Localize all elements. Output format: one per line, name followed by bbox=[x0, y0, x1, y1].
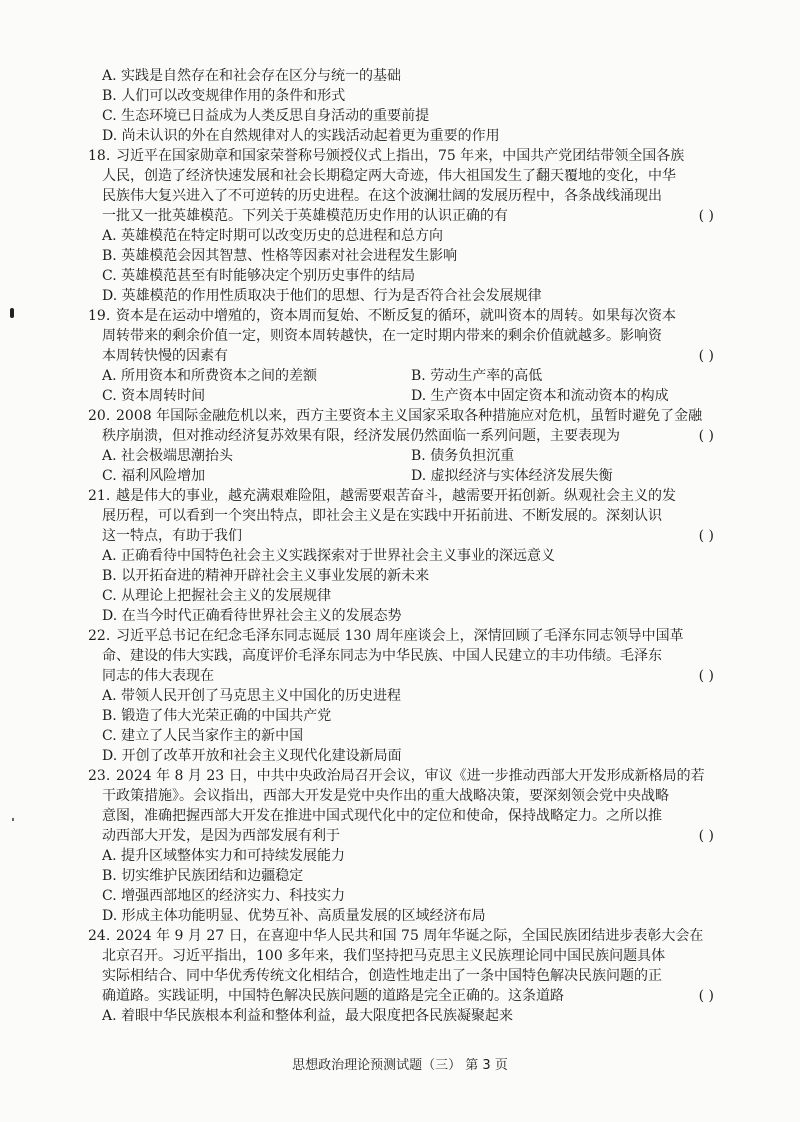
option-row bbox=[88, 466, 720, 486]
option-line: C. 从理论上把握社会主义的发展规律 bbox=[102, 588, 332, 604]
question-text: 2008 年国际金融危机以来，西方主要资本主义国家采取各种措施应对危机，虽暂时避免了金融 bbox=[116, 408, 703, 424]
question-text: 民族伟大复兴进入了不可逆转的历史进程。在这个波澜壮阔的发展历程中，各条战线涌现出 bbox=[102, 188, 662, 204]
option-line: C. 资本周转时间 bbox=[102, 388, 206, 404]
option-line: A. 正确看待中国特色社会主义实践探索对于世界社会主义事业的深远意义 bbox=[102, 548, 556, 564]
question-text: 实际相结合、同中华优秀传统文化相结合，创造性地走出了一条中国特色解决民族问题的正 bbox=[102, 968, 662, 984]
question-text: 周转带来的剩余价值一定，则资本周转越快，在一定时期内带来的剩余价值就越多。影响资 bbox=[102, 328, 662, 344]
question-number: 19. bbox=[88, 308, 111, 324]
question-stem-line bbox=[88, 526, 720, 546]
answer-parentheses: ( ) bbox=[698, 528, 714, 544]
question-stem-line bbox=[88, 506, 720, 526]
option-line: C. 生态环境已日益成为人类反思自身活动的重要前提 bbox=[102, 108, 430, 124]
answer-parentheses: ( ) bbox=[698, 348, 714, 364]
question-number: 23. bbox=[88, 768, 111, 784]
option-row bbox=[88, 386, 720, 406]
option-line: A. 带领人民开创了马克思主义中国化的历史进程 bbox=[102, 688, 402, 704]
questions-area bbox=[88, 66, 720, 1026]
option-line: D. 虚拟经济与实体经济发展失衡 bbox=[411, 468, 613, 484]
scan-speck bbox=[12, 818, 14, 821]
option-line: C. 英雄模范甚至有时能够决定个别历史事件的结局 bbox=[102, 268, 416, 284]
question-text: 一批又一批英雄模范。下列关于英雄模范历史作用的认识正确的有 bbox=[102, 208, 508, 224]
option-line: B. 人们可以改变规律作用的条件和形式 bbox=[102, 88, 346, 104]
option-line: D. 生产资本中固定资本和流动资本的构成 bbox=[411, 388, 669, 404]
question-number: 22. bbox=[88, 628, 111, 644]
option-line: D. 开创了改革开放和社会主义现代化建设新局面 bbox=[102, 748, 402, 764]
question-stem-line bbox=[88, 986, 720, 1006]
page-footer: 思想政治理论预测试题（三） 第 3 页 bbox=[292, 1058, 508, 1073]
question-stem-line bbox=[88, 486, 720, 506]
question-text: 同志的伟大表现在 bbox=[102, 668, 214, 684]
question-number: 24. bbox=[88, 928, 111, 944]
option-line: D. 在当今时代正确看待世界社会主义的发展态势 bbox=[102, 608, 402, 624]
option-line: C. 建立了人民当家作主的新中国 bbox=[102, 728, 304, 744]
option-line: C. 福利风险增加 bbox=[102, 468, 206, 484]
option-line: D. 英雄模范的作用性质取决于他们的思想、行为是否符合社会发展规律 bbox=[102, 288, 542, 304]
scan-mark bbox=[10, 308, 14, 318]
question-number: 21. bbox=[88, 488, 111, 504]
question-stem-line bbox=[88, 826, 720, 846]
question-text: 干政策措施》。会议指出，西部大开发是党中央作出的重大战略决策，要深刻领会党中央战略 bbox=[102, 788, 669, 804]
question-text: 这一特点，有助于我们 bbox=[102, 528, 242, 544]
option-line: A. 社会极端思潮抬头 bbox=[102, 448, 234, 464]
question-stem-line bbox=[88, 166, 720, 186]
option-line: C. 增强西部地区的经济实力、科技实力 bbox=[102, 888, 346, 904]
question-stem-line bbox=[88, 146, 720, 166]
question-stem-line bbox=[88, 206, 720, 226]
question-stem-line bbox=[88, 326, 720, 346]
question-stem-line bbox=[88, 786, 720, 806]
option-line: A. 着眼中华民族根本利益和整体利益，最大限度把各民族凝聚起来 bbox=[102, 1008, 514, 1024]
question-stem-line bbox=[88, 666, 720, 686]
question-stem-line bbox=[88, 186, 720, 206]
question-text: 2024 年 9 月 27 日，在喜迎中华人民共和国 75 周年华诞之际，全国民族团结进步表彰大会在 bbox=[116, 928, 704, 944]
question-stem-line bbox=[88, 806, 720, 826]
question-text: 展历程，可以看到一个突出特点，即社会主义是在实践中开拓前进、不断发展的。深刻认识 bbox=[102, 508, 662, 524]
answer-parentheses: ( ) bbox=[698, 988, 714, 1004]
question-stem-line bbox=[88, 626, 720, 646]
question-stem-line bbox=[88, 306, 720, 326]
option-line: D. 形成主体功能明显、优势互补、高质量发展的区域经济布局 bbox=[102, 908, 486, 924]
option-line: B. 劳动生产率的高低 bbox=[411, 368, 543, 384]
question-text: 意图，准确把握西部大开发在推进中国式现代化中的定位和使命，保持战略定力。之所以推 bbox=[102, 808, 662, 824]
option-line: A. 所用资本和所费资本之间的差额 bbox=[102, 368, 318, 384]
question-text: 资本是在运动中增殖的，资本周而复始、不断反复的循环，就叫资本的周转。如果每次资本 bbox=[116, 308, 676, 324]
question-stem-line bbox=[88, 346, 720, 366]
question-stem-line bbox=[88, 646, 720, 666]
question-text: 确道路。实践证明，中国特色解决民族问题的道路是完全正确的。这条道路 bbox=[102, 988, 564, 1004]
option-line: B. 债务负担沉重 bbox=[411, 448, 515, 464]
option-line: A. 提升区域整体实力和可持续发展能力 bbox=[102, 848, 346, 864]
option-row bbox=[88, 446, 720, 466]
question-text: 本周转快慢的因素有 bbox=[102, 348, 228, 364]
question-number: 18. bbox=[88, 148, 111, 164]
question-text: 2024 年 8 月 23 日，中共中央政治局召开会议，审议《进一步推动西部大开发形成新格局的若 bbox=[116, 768, 705, 784]
question-stem-line bbox=[88, 766, 720, 786]
answer-parentheses: ( ) bbox=[698, 428, 714, 444]
option-line: B. 切实维护民族团结和边疆稳定 bbox=[102, 868, 304, 884]
answer-parentheses: ( ) bbox=[698, 828, 714, 844]
question-stem-line bbox=[88, 966, 720, 986]
question-text: 命、建设的伟大实践，高度评价毛泽东同志为中华民族、中国人民建立的丰功伟绩。毛泽东 bbox=[102, 648, 662, 664]
option-line: B. 锻造了伟大光荣正确的中国共产党 bbox=[102, 708, 332, 724]
question-text: 习近平在国家勋章和国家荣誉称号颁授仪式上指出，75 年来，中国共产党团结带领全国各族 bbox=[116, 148, 685, 164]
option-line: D. 尚未认识的外在自然规律对人的实践活动起着更为重要的作用 bbox=[102, 128, 500, 144]
question-stem-line bbox=[88, 406, 720, 426]
option-line: B. 以开拓奋进的精神开辟社会主义事业发展的新未来 bbox=[102, 568, 430, 584]
question-stem-line bbox=[88, 946, 720, 966]
question-text: 动西部大开发，是因为西部发展有利于 bbox=[102, 828, 340, 844]
question-text: 越是伟大的事业，越充满艰难险阻，越需要艰苦奋斗，越需要开拓创新。纵观社会主义的发 bbox=[116, 488, 676, 504]
question-text: 秩序崩溃，但对推动经济复苏效果有限，经济发展仍然面临一系列问题，主要表现为 bbox=[102, 428, 620, 444]
question-text: 北京召开。习近平指出，100 多年来，我们坚持把马克思主义民族理论同中国民族问题具体 bbox=[102, 948, 666, 964]
question-text: 习近平总书记在纪念毛泽东同志诞辰 130 周年座谈会上，深情回顾了毛泽东同志领导中国革 bbox=[116, 628, 684, 644]
question-stem-line bbox=[88, 426, 720, 446]
option-line: A. 实践是自然存在和社会存在区分与统一的基础 bbox=[102, 68, 402, 84]
option-line: B. 英雄模范会因其智慧、性格等因素对社会进程发生影响 bbox=[102, 248, 458, 264]
question-number: 20. bbox=[88, 408, 111, 424]
option-row bbox=[88, 366, 720, 386]
question-stem-line bbox=[88, 926, 720, 946]
option-line: A. 英雄模范在特定时期可以改变历史的总进程和总方向 bbox=[102, 228, 444, 244]
answer-parentheses: ( ) bbox=[698, 208, 714, 224]
answer-parentheses: ( ) bbox=[698, 668, 714, 684]
question-text: 人民，创造了经济快速发展和社会长期稳定两大奇迹，伟大祖国发生了翻天覆地的变化，中华 bbox=[102, 168, 676, 184]
